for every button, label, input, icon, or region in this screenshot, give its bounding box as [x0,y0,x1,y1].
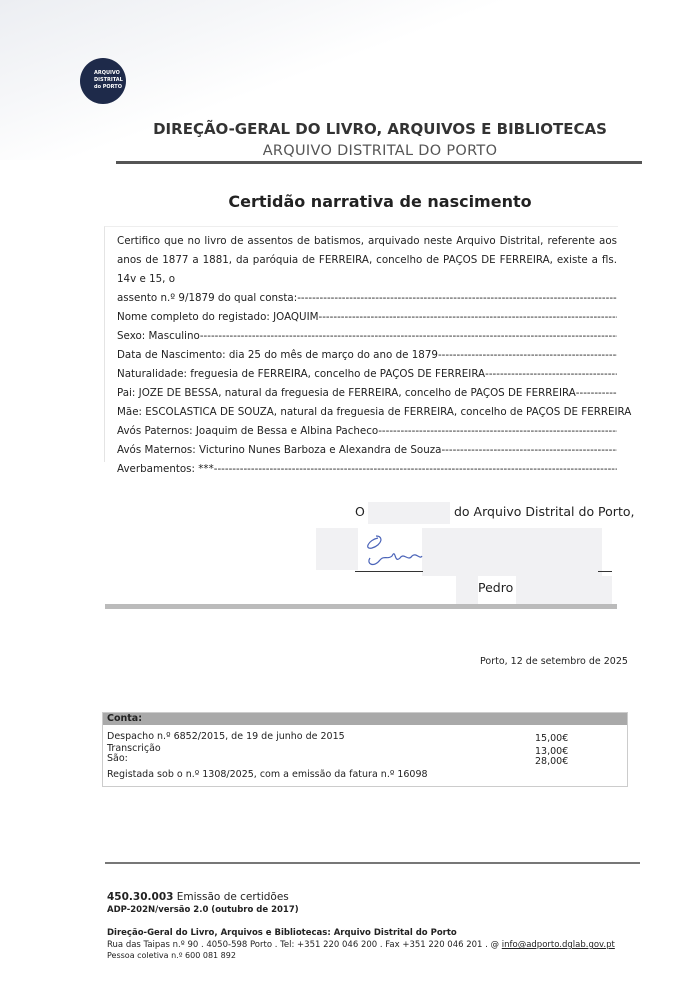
fee-amount: 13,00€ [535,746,569,757]
cert-line [117,422,617,441]
cert-line [117,384,617,403]
cert-line-text: Mãe: ESCOLASTICA DE SOUZA, natural da freguesia de FERREIRA, concelho de PAÇOS DE FERREIRA [117,406,632,418]
cert-line-text: Sexo: Masculino [117,330,200,342]
redaction [456,576,478,604]
separator-bar [105,604,617,609]
redaction [516,576,612,604]
footer-address [107,940,615,950]
cert-line [117,403,632,422]
archive-logo: ARQUIVO DISTRITAL do PORTO [80,58,126,104]
footer-nif: Pessoa coletiva n.º 600 081 892 [107,951,236,960]
cert-line [117,327,617,346]
cert-line [117,365,617,384]
header-rule [116,161,642,164]
fee-amount: 15,00€ [535,733,569,744]
classification [107,891,289,903]
fee-label: Transcrição [107,743,161,754]
cert-line [117,346,617,365]
classification-code: 450.30.003 [107,891,174,903]
footer-org: Direção-Geral do Livro, Arquivos e Bibliotecas: Arquivo Distrital do Porto [107,928,457,938]
redaction [316,528,358,570]
cert-line-text: assento n.º 9/1879 do qual consta: [117,292,298,304]
fee-label: Despacho n.º 6852/2015, de 19 de junho de 2015 [107,731,345,742]
registration-note: Registada sob o n.º 1308/2025, com a emissão da fatura n.º 16098 [107,769,428,780]
signature-line [598,571,612,572]
cert-line-text: Pai: JOZE DE BESSA, natural da freguesia de FERREIRA, concelho de PAÇOS DE FERREIRA [117,387,576,399]
redaction [368,502,450,524]
form-version: ADP-202N/versão 2.0 (outubro de 2017) [107,905,299,915]
cert-line-text: Avós Paternos: Joaquim de Bessa e Albina Pacheco [117,425,379,437]
redaction [422,528,602,576]
cert-line-text: Data de Nascimento: dia 25 do mês de março do ano de 1879 [117,349,438,361]
address-text: Rua das Taipas n.º 90 . 4050-598 Porto . Tel: +351 220 046 200 . Fax +351 220 046 201 . @ [107,940,500,950]
signatory-title: do Arquivo Distrital do Porto, [454,504,635,519]
handwritten-signature [360,530,430,570]
cert-line [117,460,617,479]
unit-heading: ARQUIVO DISTRITAL DO PORTO [262,143,498,159]
cert-line-text: Naturalidade: freguesia de FERREIRA, concelho de PAÇOS DE FERREIRA [117,368,486,380]
classification-label: Emissão de certidões [176,891,289,903]
cert-line [117,308,617,327]
signatory-name: Pedro [478,580,514,595]
cert-line-text: Avós Maternos: Victurino Nunes Barboza e Alexandra de Souza [117,444,442,456]
cert-line [117,441,617,460]
certificate-body [104,226,632,475]
document-title: Certidão narrativa de nascimento [228,192,532,211]
fees-header: Conta: [103,713,627,725]
fee-amount: 28,00€ [535,756,569,767]
org-heading: DIREÇÃO-GERAL DO LIVRO, ARQUIVOS E BIBLIOTECAS [153,120,607,138]
email-link[interactable]: info@adporto.dglab.gov.pt [501,940,615,950]
fees-box [102,712,628,787]
cert-line-text: Averbamentos: *** [117,463,214,475]
signatory-prefix: O [355,504,365,519]
signature-line [355,571,423,572]
cert-line [117,289,617,308]
intro-paragraph: Certifico que no livro de assentos de batismos, arquivado neste Arquivo Distrital, referente aos anos de 1877 a 1881, da paróquia de FERREIRA, concelho de PAÇOS DE FERREIRA, existe a fls. 14v e 15, o [117,235,617,285]
cert-line-text: Nome completo do registado: JOAQUIM [117,311,319,323]
issue-date: Porto, 12 de setembro de 2025 [480,656,628,667]
footer-rule [105,862,640,864]
fee-label: São: [107,753,128,764]
